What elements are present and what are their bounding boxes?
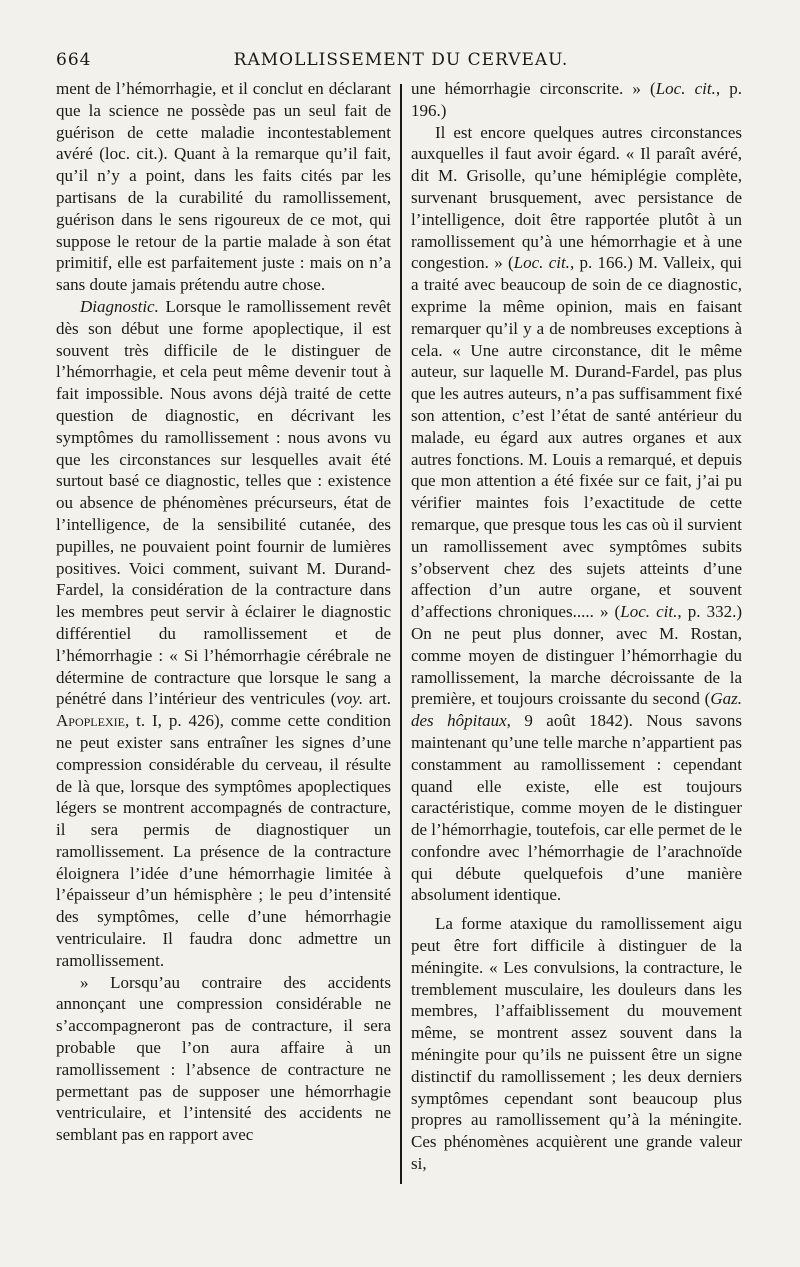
right-column — [411, 78, 742, 1228]
left-column — [56, 78, 391, 1228]
section-lead: Diagnostic. — [80, 296, 159, 316]
paragraph: ment de l’hémorrhagie, et il conclut en déclarant que la science ne possède pas un seul fait de guérison de cette maladie incontestablement avéré (loc. cit.). Quant à la remarque qu’il fait, qu’il n’y a point, dans les faits cités par les partisans de la curabilité du ramollissement, guérison dans le sens rigoureux de ce mot, qui suppose le retour de la partie malade à son état primitif, elle est parfaitement juste : mais on n’a sans doute jamais prétendu autre chose. — [56, 79, 391, 295]
paragraph: Il est encore quelques autres circonstances auxquelles il faut avoir égard. « Il paraît avéré, dit M. Grisolle, qu’une hémiplégie complète, survenant brusquement, avec persistance de l’intelligence, doit être rapportée plutôt à un ramollissement qu’à une hémorrhagie et à une congestion. » (Loc. cit., p. 166.) M. Valleix, qui a traité avec beaucoup de soin de ce diagnostic, exprime la même opinion, mais en faisant remarquer qu’il y a de nombreuses exceptions à cela. « Une autre circonstance, dit le même auteur, sur laquelle M. Durand-Fardel, pas plus que les autres auteurs, n’a pas suffisamment fixé son attention, c’est l’état de santé antérieur du malade, eu égard aux autres organes et aux autres fonctions. M. Louis a remarqué, et depuis que mon attention a été fixée sur ce fait, j’ai pu vérifier maintes fois l’exactitude de cette remarque, que presque tous les cas où il survient un ramollissement avec symptômes subits s’observent chez des sujets atteints d’une affection d’un autre organe, et souvent d’affections chroniques..... » (Loc. cit., p. 332.) On ne peut plus donner, avec M. Rostan, comme moyen de distinguer l’hémorrhagie du ramollissement, la marche décroissante de la première, et toujours croissante du second (Gaz. des hôpitaux, 9 août 1842). Nous savons maintenant qu’une telle marche n’appartient pas constamment au ramollissement : cependant quand elle existe, elle est toujours caractéristique, comme moyen de le distinguer de l’hémorrhagie, toutefois, car elle permet de le confondre avec l’hémorrhagie de l’arachnoïde qui débute quelquefois d’une manière absolument identique. — [411, 122, 742, 905]
paragraph: une hémorrhagie circonscrite. » (Loc. cit., p. 196.) — [411, 79, 742, 120]
paragraph: » Lorsqu’au contraire des accidents annonçant une compression considérable ne s’accompagneront pas de contracture, il sera probable que l’on aura affaire à un ramollissement : l’absence de contracture ne permettant pas de supposer une hémorrhagie ventriculaire, et l’intensité des accidents ne semblant pas en rapport avec — [56, 972, 391, 1145]
cross-reference: Apoplexie — [56, 711, 125, 731]
page-header — [56, 50, 746, 76]
paragraph-diagnostic: Diagnostic. Lorsque le ramollissement revêt dès son début une forme apoplectique, il est souvent très difficile de le distinguer de l’hémorrhagie, et cela peut même devenir tout à fait impossible. Nous avons déjà traité de cette question de diagnostic, en décrivant les symptômes du ramollissement : nous avons vu que les circonstances sur lesquelles avait été surtout basé ce diagnostic, telles que : existence ou absence de phénomènes précurseurs, état de l’intelligence, de la sensibilité cutanée, des pupilles, ne pouvaient point fournir de lumières positives. Voici comment, suivant M. Durand-Fardel, la considération de la contracture dans les membres peut servir à éclairer le diagnostic différentiel du ramollissement et de l’hémorrhagie : « Si l’hémorrhagie cérébrale ne détermine de contracture que lorsque le sang a pénétré dans l’intérieur des ventricules (voy. art. Apoplexie, t. I, p. 426), comme cette condition ne peut exister sans entraîner les signes d’une compression considérable du cerveau, il résulte de là que, lorsque des symptômes apoplectiques légers se montrent accompagnés de contracture, il sera permis de diagnostiquer un ramollissement. La présence de la contracture éloignera l’idée d’une hémorrhagie limitée à l’épaisseur d’un hémisphère ; le peu d’intensité des symptômes, celle d’une hémorrhagie ventriculaire. Il faudra donc admettre un ramollissement. — [56, 296, 391, 970]
running-title: RAMOLLISSEMENT DU CERVEAU. — [233, 50, 569, 70]
column-divider — [400, 84, 402, 1184]
paragraph: La forme ataxique du ramollissement aigu peut être fort difficile à distinguer de la méningite. « Les convulsions, la contracture, le tremblement musculaire, les douleurs dans les membres, l’affaiblissement du mouvement même, se montrent assez souvent dans la méningite pour qu’ils ne puissent être un signe distinctif du ramollissement ; les deux derniers symptômes cependant sont beaucoup plus propres au ramollissement qu’à la méningite. Ces phénomènes acquièrent une grande valeur si, — [411, 914, 742, 1174]
page-number: 664 — [56, 50, 92, 70]
